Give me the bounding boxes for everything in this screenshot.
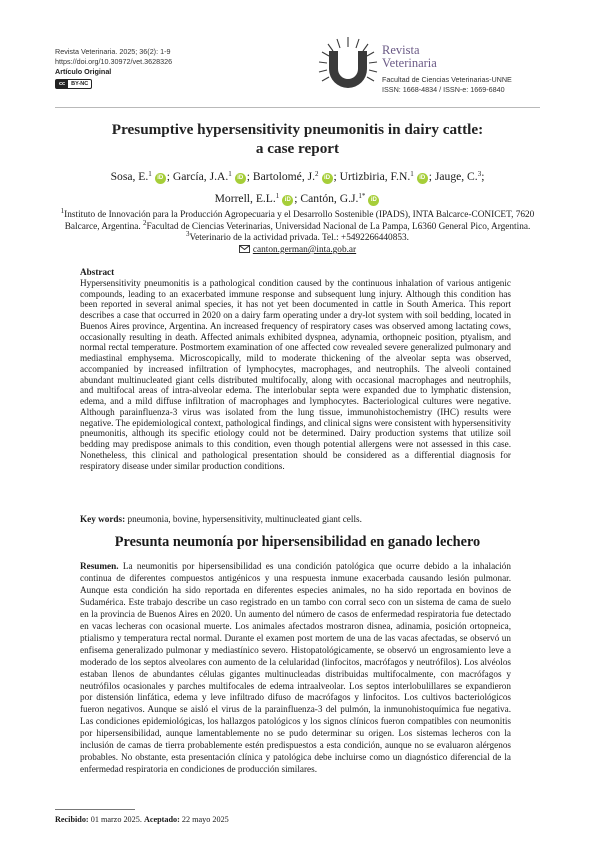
paper-title-line1: Presumptive hypersensitivity pneumonitis in dairy cattle: [111, 121, 484, 138]
affil-sup: 3 [186, 230, 190, 239]
author-affil-sup: 3 [477, 170, 482, 178]
license-label: BY-NC [71, 80, 89, 87]
author-name: García, J.A. [172, 170, 229, 183]
journal-citation: Revista Veterinaria. 2025; 36(2): 1-9 [55, 47, 171, 56]
journal-logo-icon [318, 35, 378, 97]
accepted-date: 22 mayo 2025 [179, 815, 229, 824]
keywords-label: Key words: [80, 514, 126, 524]
orcid-icon[interactable]: iD [155, 173, 166, 184]
orcid-icon[interactable]: iD [322, 173, 333, 184]
resumen-heading: Resumen. [80, 561, 119, 571]
article-type: Artículo Original [55, 67, 112, 77]
received-date: 01 marzo 2025. [88, 815, 144, 824]
author-name: Urtizbiria, F.N. [339, 170, 411, 183]
footnote-divider [55, 809, 135, 810]
author-name: Sosa, E. [110, 170, 149, 183]
page-header [0, 0, 595, 108]
author-affil-sup: 1 [228, 170, 232, 178]
author-line-2 [40, 188, 555, 210]
affil-sup: 1 [60, 207, 65, 215]
author-name: Morrell, E.L. [214, 192, 276, 205]
author-affil-sup: 2 [315, 170, 319, 178]
author-sep: ; [166, 170, 173, 183]
author-name: Jauge, C. [434, 170, 478, 183]
journal-name-line1: Revista [382, 43, 420, 57]
author-name: Cantón, G.J. [300, 192, 359, 205]
author-list [40, 166, 555, 210]
affiliation-3: Veterinario de la actividad privada. Tel.: +5492266440853. [189, 233, 409, 244]
received-dates [55, 815, 229, 825]
orcid-icon[interactable]: iD [417, 173, 428, 184]
faculty-name: Facultad de Ciencias Veterinarias-UNNE [382, 75, 512, 84]
resumen-section [80, 561, 511, 776]
corresponding-email [60, 245, 535, 257]
cc-icon: cc [56, 80, 68, 88]
author-sep: ; [294, 192, 301, 205]
issn: ISSN: 1668-4834 / ISSN-e: 1669-6840 [382, 85, 505, 94]
author-name: Bartolomé, J. [252, 170, 316, 183]
envelope-icon [239, 245, 250, 253]
affiliation-1: Instituto de Innovación para la Producción Agropecuaria y el Desarrollo Sostenible (IPADS), INTA Balcarce-CONICET, 7620 Balcarce, Argentina. [64, 210, 535, 232]
author-sep: ; [428, 170, 435, 183]
resumen-text: La neumonitis por hipersensibilidad es una condición patológica que ocurre debido a la inhalación continua de diferentes compuestos antigénicos y una respuesta inmune exacerbada causando lesión pulmonar. Aunque esta condición ha sido reportada en diferentes especies animales, no ha sido reportada en bovinos de Sudamérica. Este trabajo describe un caso registrado en un tambo con corral seco con un sistema de cama de suelo en la provincia de Buenos Aires en 2020. Un aumento del número de casos de enfermedad respiratoria fue detectado en vacas lecheras con ocasional muerte. Los animales afectados mostraron disnea, adinamia, posición ortopneica, ptialismo y temperatura rectal normal. Durante el examen post mortem de una de las vacas afectadas, se observó un enfisema generalizado pulmonar y mediastínico severo. Histopatológicamente, se observó un engrosamiento leve a moderado de los septos alveolares con aumento de la celularidad (linfocitos, macrófagos y neutrófilos). Los alvéolos estaban llenos de abundantes células gigantes multinucleadas distribuidas multifocalmente, con macrófagos y neutrófilos ocasionales y parches multifocales de edema intraalveolar. Los septos interlobulillares se expandieron por distensión linfática, edema y leve infiltrado difuso de macrófagos y linfocitos. Los cultivos bacteriológicos fueron negativos. Aunque se aisló el virus de la parainfluenza-3 del pulmón, la inmunohistoquímica fue negativa. Las condiciones epidemiológicas, los hallazgos patológicos y los signos clínicos fueron compatibles con neumonitis por hipersensibilidad, aunque lamentablemente no se pudo determinar su origen. Los sistemas lecheros con la inclusión de camas de tierra probablemente estén predispuestos a esta condición, aunque no se evaluaron alérgenos probables. No obstante, esta presentación clínica y patológica debe incluirse como un diagnóstico diferencial de la enfermedad respiratoria en condiciones de producción similares. [80, 561, 511, 775]
keywords [80, 514, 511, 525]
accepted-label: Aceptado: [143, 815, 180, 824]
received-label: Recibido: [55, 815, 89, 824]
author-line-1 [40, 166, 555, 188]
author-affil-sup: 1 [410, 170, 414, 178]
paper-title-line2: a case report [255, 140, 340, 157]
abstract-heading: Abstract [80, 267, 115, 277]
author-sep: ; [333, 170, 340, 183]
orcid-icon[interactable]: iD [235, 173, 246, 184]
keywords-text: pneumonia, bovine, hypersensitivity, multinucleated giant cells. [125, 514, 362, 524]
author-affil-sup: 1* [358, 192, 366, 200]
doi-link[interactable]: https://doi.org/10.30972/vet.3628326 [55, 57, 173, 67]
paper-title [0, 120, 595, 158]
affiliation-2: Facultad de Ciencias Veterinarias, Universidad Nacional de La Pampa, L6360 General Pico, Argentina. [146, 221, 531, 232]
author-affil-sup: 1 [148, 170, 152, 178]
abstract-section [80, 267, 511, 471]
abstract-text: Hypersensitivity pneumonitis is a pathological condition caused by the continuous inhalation of various antigenic compounds, leading to an exacerbated immune response and subsequent lung injury. Although this condition has been reported in several animal species, it has not yet been documented in cattle in South America. This report describes a case that occurred in 2020 on a dairy farm operating under a dry-lot system with soil bedding, located in Buenos Aires province, Argentina. An increased frequency of respiratory cases was observed among lactating cows, occasionally resulting in death. Affected animals exhibited dyspnea, adynamia, orthopneic position, ptyalism, and normal rectal temperature. Postmortem examination of one affected cow revealed severe generalized pulmonary and mediastinal emphysema. Microscopically, mild to moderate thickening of the alveolar septa was observed, accompanied by increased infiltration of lymphocytes, macrophages, and neutrophils. The alveoli contained abundant multinucleated giant cells distributed multifocally, along with occasional macrophages and neutrophils, and multifocal areas of intra-alveolar edema. The interlobular septa were expanded due to lymphatic distension, edema, and a mild diffuse infiltration of macrophages and lymphocytes. Bacteriological cultures were negative. Although parainfluenza-3 virus was isolated from the lung tissue, immunohistochemistry (IHC) results were negative. The epidemiological context, pathological findings, and clinical signs were consistent with hypersensitivity pneumonitis, although its specific etiology could not be determined. Dairy production systems that utilize soil bedding may predispose animals to this condition, even though potential allergens were not assessed in this case. Nonetheless, this clinical and pathological presentation should be considered as a differential diagnosis for respiratory disease under similar production conditions. [80, 277, 511, 471]
orcid-icon[interactable]: iD [282, 195, 293, 206]
author-sep: ; [246, 170, 253, 183]
spanish-title: Presunta neumonía por hipersensibilidad en ganado lechero [114, 534, 481, 550]
email-link[interactable]: canton.german@inta.gob.ar [252, 245, 357, 256]
orcid-icon[interactable]: iD [368, 195, 379, 206]
affil-sup: 2 [143, 218, 147, 227]
author-affil-sup: 1 [275, 192, 280, 200]
citation-block [55, 47, 172, 89]
header-divider [55, 107, 540, 108]
affiliations [60, 207, 535, 257]
author-sep: ; [481, 170, 485, 183]
journal-info [382, 44, 512, 95]
journal-name-line2: Veterinaria [382, 56, 437, 70]
license-badge[interactable] [55, 79, 92, 89]
